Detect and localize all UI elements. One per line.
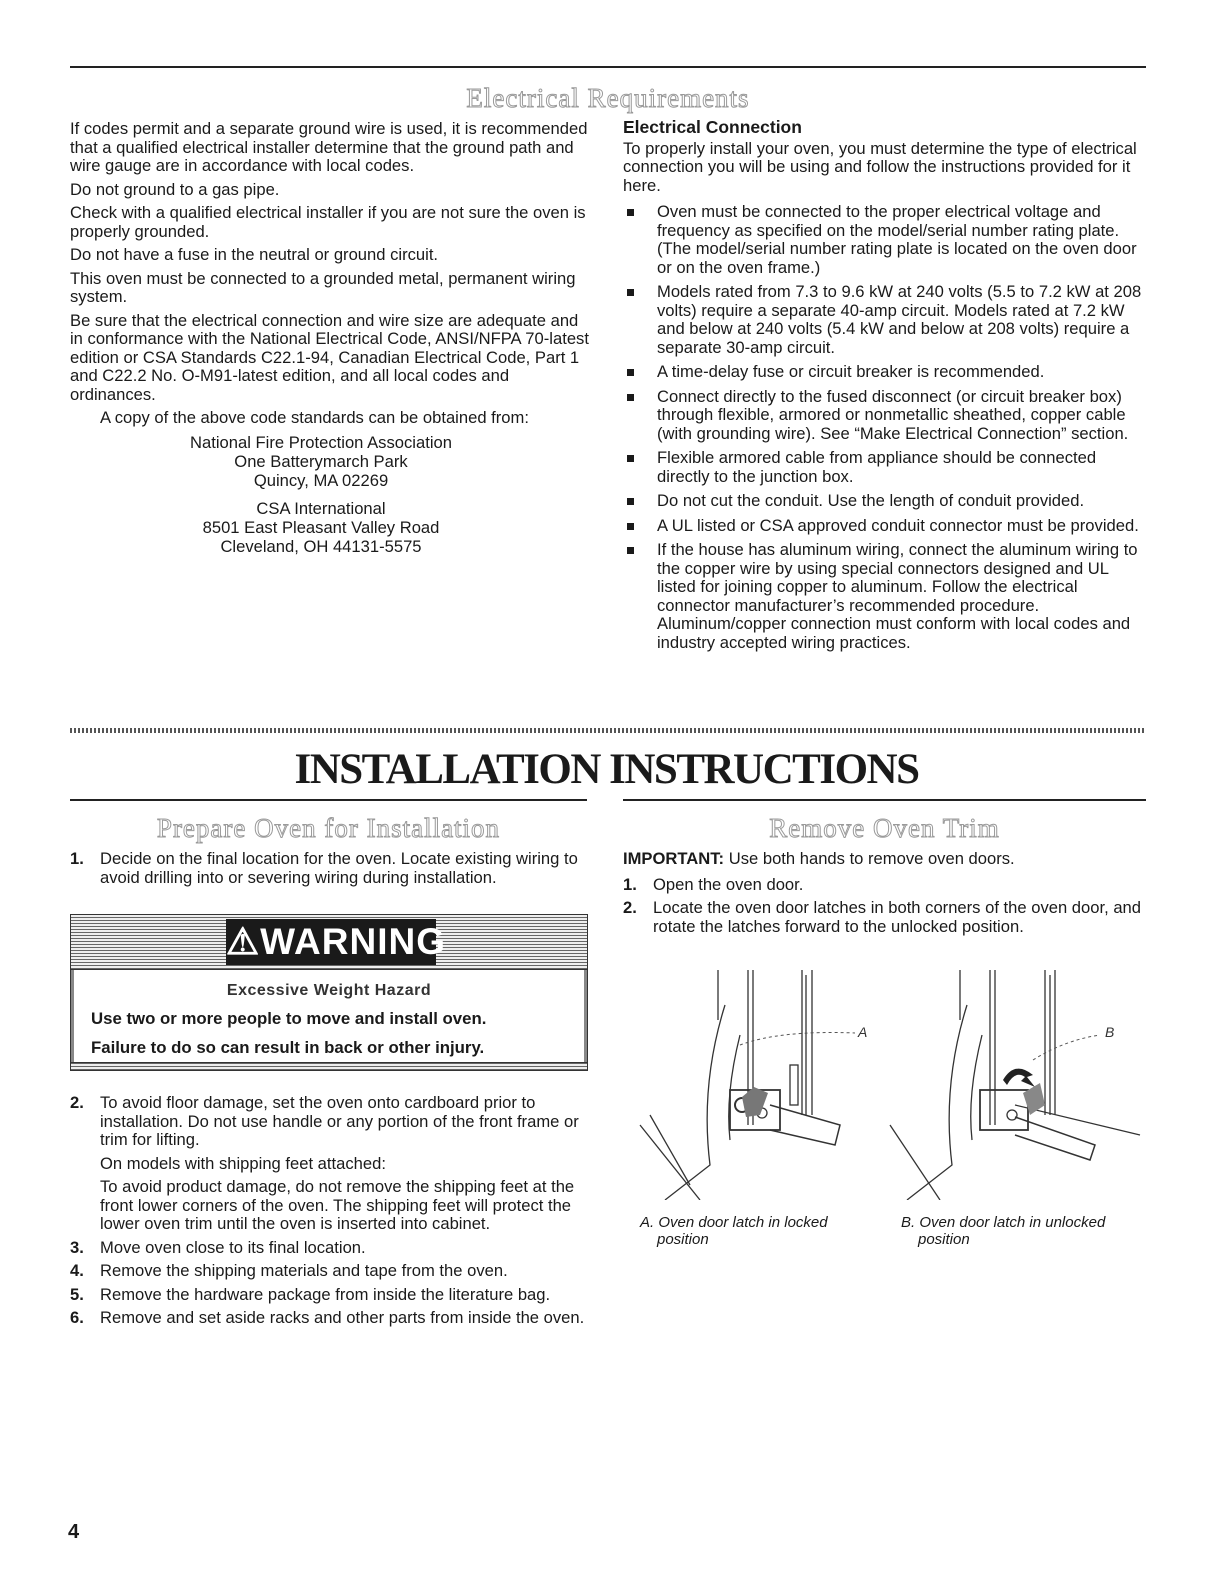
- bullet-icon: [627, 369, 634, 376]
- prepare-steps: [70, 1094, 586, 1333]
- list-item: [70, 1309, 586, 1328]
- right-section-rule: [623, 799, 1146, 801]
- address-line: Cleveland, OH 44131-5575: [220, 536, 422, 556]
- list-item-text: A time-delay fuse or circuit breaker is recommended.: [657, 362, 1045, 381]
- warning-body: [71, 970, 587, 1062]
- step-number: 2.: [70, 1093, 84, 1112]
- step-text: Locate the oven door latches in both corners of the oven door, and rotate the latches forward to the unlocked position.: [653, 898, 1142, 936]
- step-text: Open the oven door.: [653, 874, 804, 894]
- caption-line: A. Oven door latch in locked: [640, 1214, 828, 1231]
- latch-unlocked-illustration: [885, 965, 1145, 1200]
- warning-footer: [71, 1062, 587, 1070]
- electrical-connection-heading: Electrical Connection: [623, 117, 802, 137]
- latch-locked-illustration: [630, 965, 870, 1200]
- bullet-icon: [627, 289, 634, 296]
- caption-line: position: [918, 1231, 970, 1248]
- bullet-icon: [627, 523, 634, 530]
- list-item: [623, 876, 1146, 895]
- step-number: 2.: [623, 898, 637, 917]
- list-item-text: A UL listed or CSA approved conduit connector must be provided.: [657, 515, 1139, 535]
- step-text: Remove the hardware package from inside the literature bag.: [100, 1284, 551, 1304]
- warning-line: Failure to do so can result in back or other injury.: [91, 1038, 485, 1057]
- paragraph: Be sure that the electrical connection and wire size are adequate and in conformance with the National Electrical Code, ANSI/NFPA 70-latest edition or CSA Standards C22.1-94, Canadian Electrical Code, Part 1 and C22.2 No. O-M91-latest edition, and all local codes and ordinances.: [70, 310, 589, 404]
- step-note: To avoid product damage, do not remove the shipping feet at the front lower corners of the oven. The shipping feet will protect the lower oven trim until the oven is inserted into cabinet.: [100, 1177, 575, 1233]
- list-item: [623, 363, 1143, 382]
- list-item: [623, 541, 1143, 652]
- section-title-electrical: Electrical Requirements: [466, 83, 750, 113]
- important-text: Use both hands to remove oven doors.: [728, 849, 1015, 868]
- step-text: Move oven close to its final location.: [100, 1237, 366, 1257]
- address-csa: [50, 499, 592, 556]
- address-line: Quincy, MA 02269: [253, 470, 389, 490]
- warning-label: ⚠WARNING: [226, 919, 436, 965]
- list-item-text: Models rated from 7.3 to 9.6 kW at 240 volts (5.5 to 7.2 kW at 208 volts) require a separate 40-amp circuit. Models rated at 7.2 kW and below at 240 volts (5.4 kW and below at 208 volts) require a separate 30-amp circuit.: [657, 282, 1142, 357]
- warning-header: [71, 915, 587, 970]
- step-number: 3.: [70, 1237, 84, 1257]
- list-item: [623, 517, 1143, 536]
- copy-line: A copy of the above code standards can be obtained from:: [100, 408, 529, 427]
- caption-line: position: [657, 1231, 709, 1248]
- step-number: 1.: [70, 849, 84, 868]
- bullet-icon: [627, 547, 634, 554]
- list-item-text: Connect directly to the fused disconnect (or circuit breaker box) through flexible, armored or nonmetallic sheathed, copper cable (with grounding wire). See “Make Electrical Connection” section.: [657, 386, 1129, 443]
- list-item: [623, 449, 1143, 486]
- list-item-text: Do not cut the conduit. Use the length of conduit provided.: [657, 491, 1085, 510]
- step-text: Remove the shipping materials and tape from the oven.: [100, 1261, 508, 1280]
- address-nfpa: [50, 433, 592, 490]
- left-section-rule: [70, 799, 587, 801]
- list-item-text: Flexible armored cable from appliance should be connected directly to the junction box.: [657, 448, 1097, 486]
- section-title-prepare: Prepare Oven for Installation: [156, 813, 501, 843]
- caption-line: B. Oven door latch in unlocked: [901, 1214, 1106, 1231]
- step-text: Remove and set aside racks and other parts from inside the oven.: [100, 1308, 585, 1327]
- step-text: Decide on the final location for the oven. Locate existing wiring to avoid drilling into or severing wiring during installation.: [100, 849, 578, 887]
- paragraph: If codes permit and a separate ground wire is used, it is recommended that a qualified electrical installer determine that the ground path and wire gauge are in accordance with local codes.: [70, 119, 588, 175]
- address-line: One Batterymarch Park: [234, 451, 408, 471]
- important-label: IMPORTANT:: [623, 849, 725, 868]
- list-item: [70, 850, 586, 887]
- bullet-icon: [627, 209, 634, 216]
- requirements-list: [623, 203, 1143, 652]
- top-rule: [70, 66, 1146, 68]
- warning-line: Use two or more people to move and install oven.: [91, 1009, 487, 1028]
- steps-list: [623, 876, 1146, 937]
- step-number: 4.: [70, 1261, 84, 1280]
- list-item: [623, 899, 1146, 936]
- installation-instructions-title: INSTALLATION INSTRUCTIONS: [294, 746, 919, 793]
- section-title-remove-trim: Remove Oven Trim: [769, 813, 1000, 843]
- prepare-step1: [70, 850, 586, 892]
- list-item: [623, 388, 1143, 444]
- electrical-right-column: [623, 118, 1143, 658]
- step-text: To avoid floor damage, set the oven onto cardboard prior to installation. Do not use handle or any portion of the front frame or trim for lifting.: [100, 1093, 579, 1149]
- caption-b: [901, 1214, 1146, 1248]
- steps-list: [70, 1094, 586, 1328]
- address-line: 8501 East Pleasant Valley Road: [202, 517, 440, 537]
- figure-label-a: A: [858, 1024, 868, 1040]
- list-item: [70, 1262, 586, 1281]
- electrical-left-column: [70, 120, 592, 556]
- important-note: [623, 850, 1146, 869]
- list-item: [70, 1094, 586, 1234]
- caption-a: [640, 1214, 870, 1248]
- paragraph: Do not have a fuse in the neutral or ground circuit.: [70, 245, 439, 264]
- step-number: 1.: [623, 874, 637, 894]
- list-item-text: If the house has aluminum wiring, connect the aluminum wiring to the copper wire by using special connectors designed and UL listed for joining copper to aluminum. Follow the electrical connector manufacturer’s recommended procedure. Aluminum/copper connection must conform with local codes and industry accepted wiring practices.: [657, 540, 1138, 652]
- steps-list: [70, 850, 586, 887]
- bullet-icon: [627, 498, 634, 505]
- step-number: 5.: [70, 1284, 84, 1304]
- address-line: CSA International: [256, 498, 386, 518]
- list-item-text: Oven must be connected to the proper electrical voltage and frequency as specified on the model/serial number rating plate. (The model/serial number rating plate is located on the oven door or on the oven frame.): [657, 202, 1137, 277]
- list-item: [623, 492, 1143, 511]
- paragraph: Do not ground to a gas pipe.: [70, 179, 280, 199]
- figure-label-b: B: [1105, 1024, 1115, 1040]
- paragraph: This oven must be connected to a grounded metal, permanent wiring system.: [70, 268, 576, 306]
- list-item: [70, 1286, 586, 1305]
- address-line: National Fire Protection Association: [190, 432, 452, 452]
- bullet-icon: [627, 455, 634, 462]
- warning-hazard: Excessive Weight Hazard: [226, 982, 432, 999]
- step-number: 6.: [70, 1308, 84, 1327]
- warning-box: [70, 914, 588, 1071]
- paragraph: Check with a qualified electrical installer if you are not sure the oven is properly grounded.: [70, 203, 586, 241]
- bullet-icon: [627, 394, 634, 401]
- remove-trim-text: [623, 850, 1146, 941]
- dotted-divider: [70, 728, 1146, 733]
- list-item: [70, 1239, 586, 1258]
- paragraph: To properly install your oven, you must determine the type of electrical connection you will be using and follow the instructions provided for it here.: [623, 138, 1137, 195]
- step-note: On models with shipping feet attached:: [100, 1153, 386, 1173]
- list-item: [623, 283, 1143, 357]
- list-item: [623, 203, 1143, 277]
- page-number: 4: [68, 1521, 80, 1543]
